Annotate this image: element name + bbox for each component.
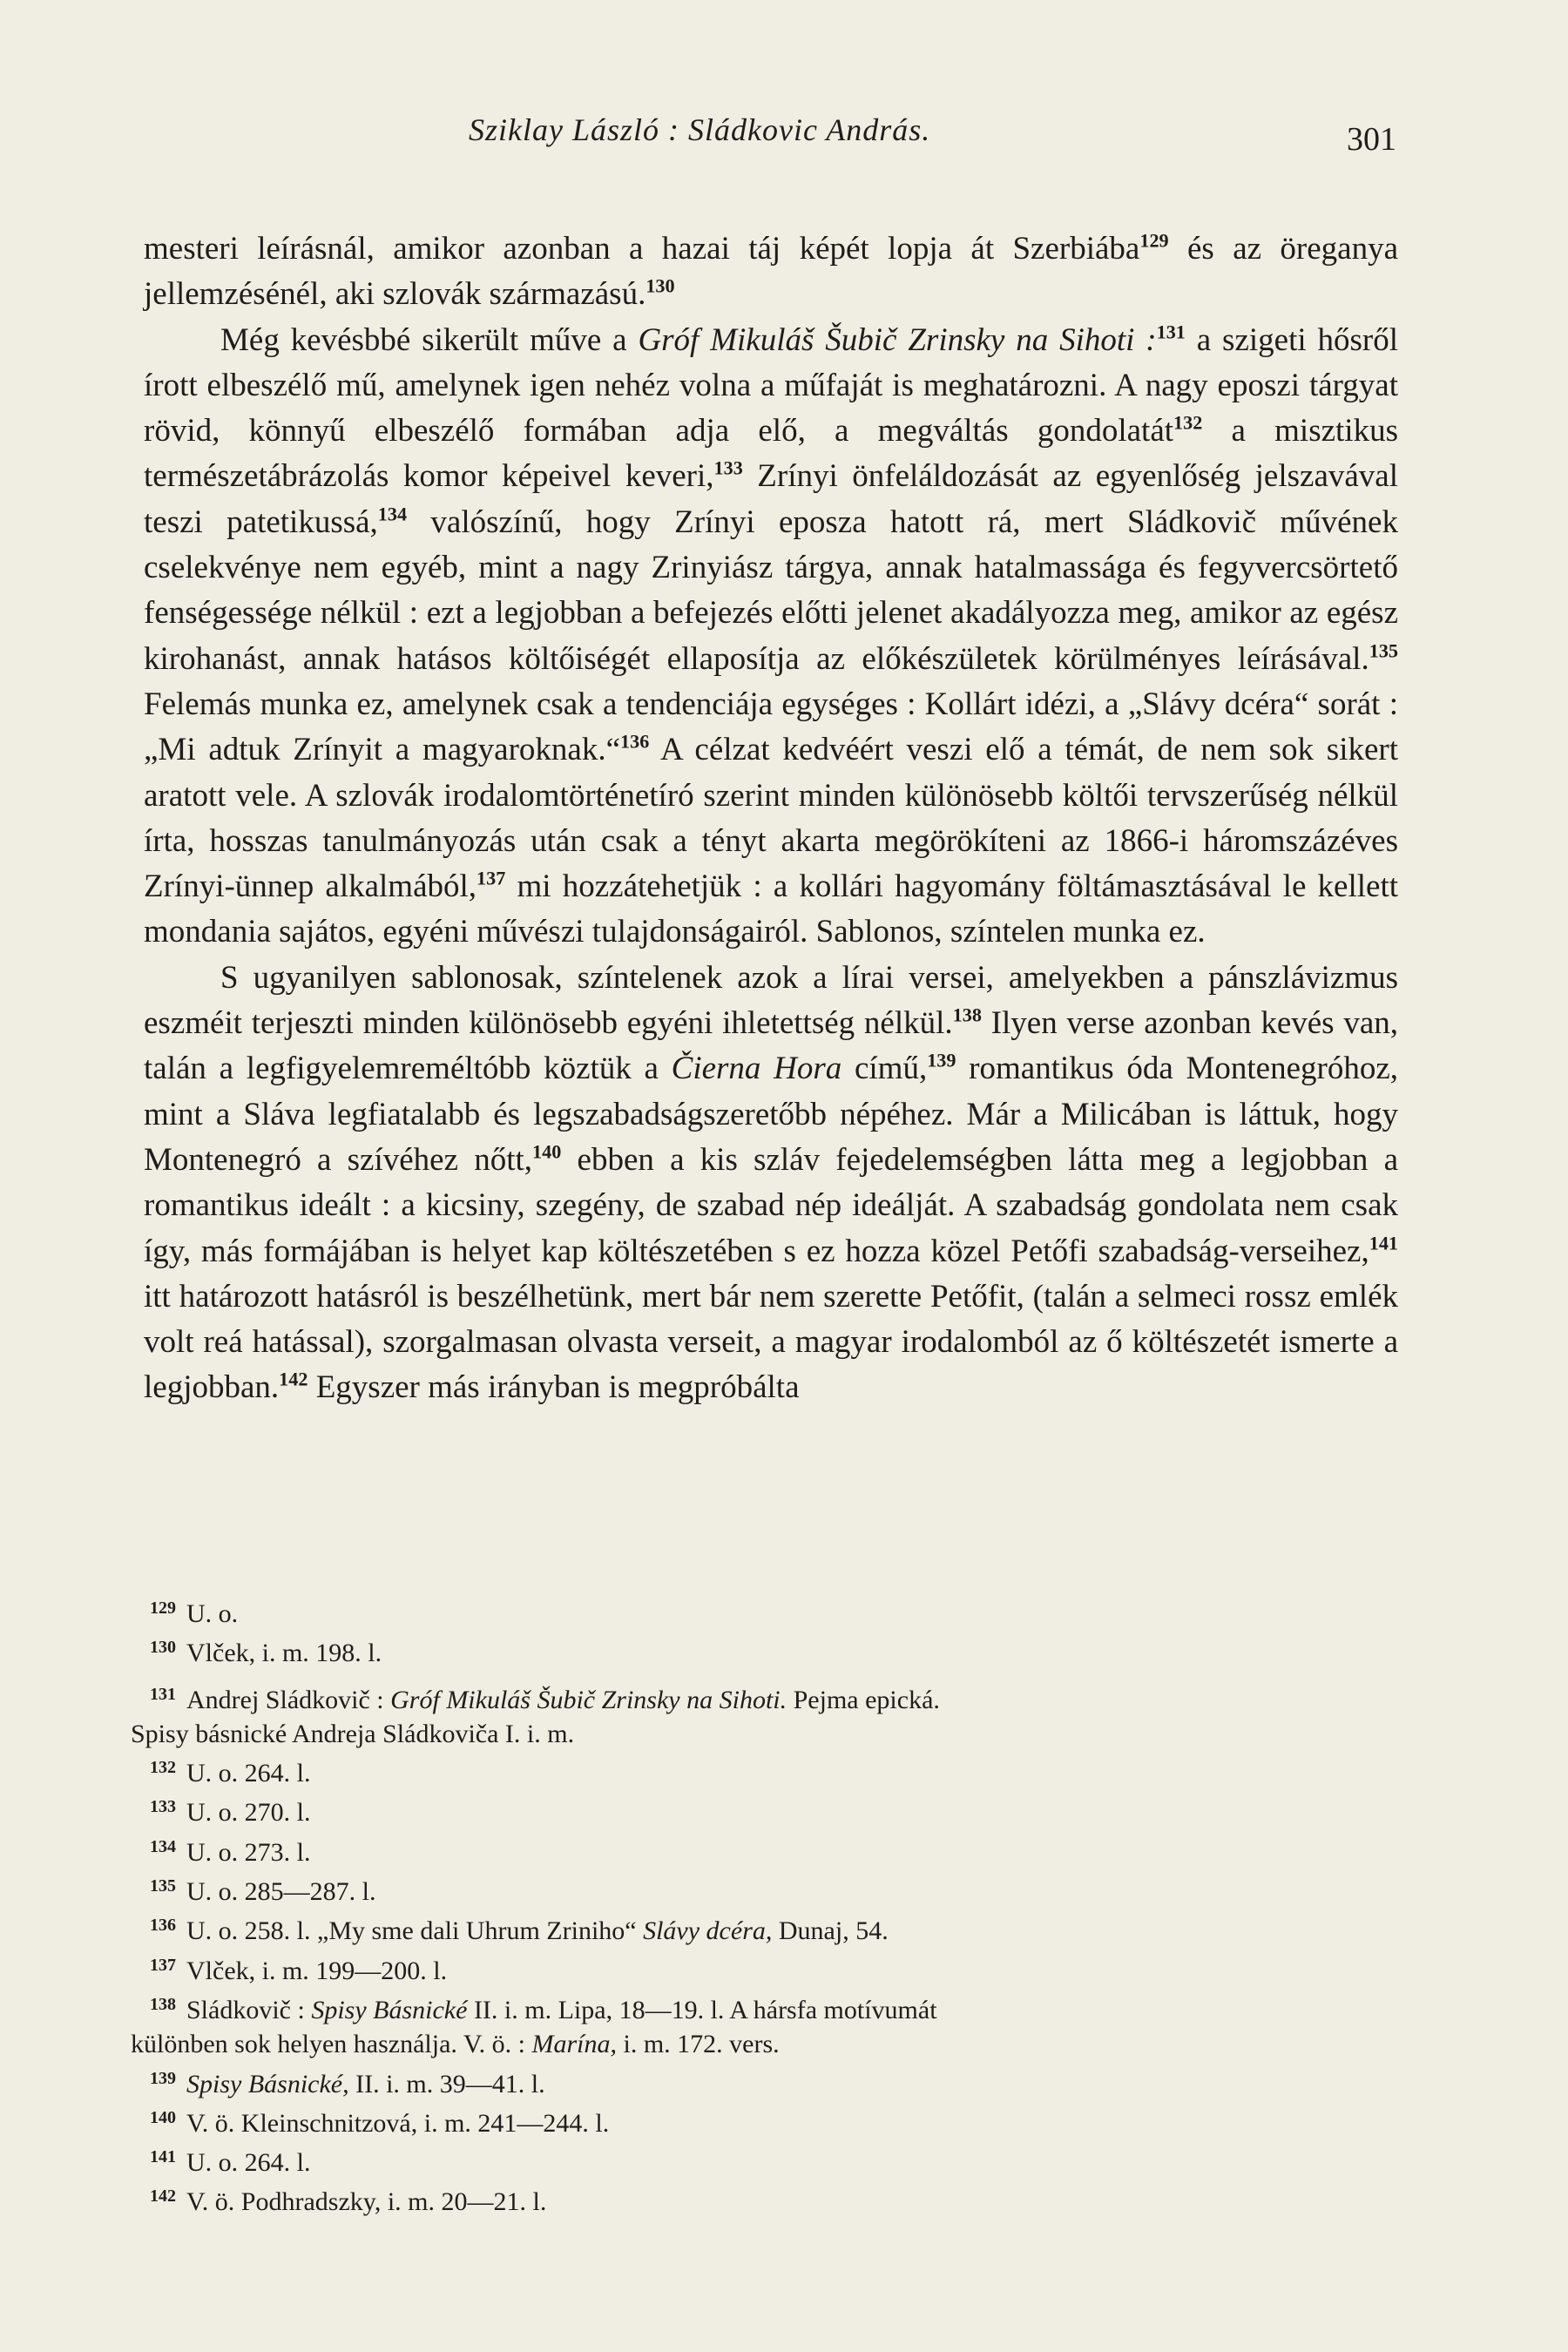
footnote-text: II. i. m. Lipa, 18—19. l. A hársfa motívumát [467, 1995, 937, 2024]
footnote-text: II. i. m. 39—41. l. [348, 2069, 545, 2099]
footnote-ref: 133 [713, 457, 743, 480]
footnote-number: 139 [150, 2068, 176, 2088]
footnote-text: Vlček, i. m. 199—200. l. [186, 1956, 448, 1985]
footnote-ref: 132 [1173, 411, 1203, 434]
page-number: 301 [1347, 121, 1396, 158]
footnote [131, 1830, 1398, 1869]
footnote-ref: 134 [377, 503, 408, 525]
footnote-text: Andrej Sládkovič : [186, 1685, 391, 1714]
footnote-text: U. o. 264. l. [186, 2148, 311, 2178]
paragraph [144, 956, 1398, 1411]
footnote-ref: 129 [1139, 229, 1169, 252]
footnote-text: Sládkovič : [186, 1995, 312, 2024]
footnote-ref: 141 [1369, 1232, 1398, 1254]
footnote-text: különben sok helyen használja. V. ö. : [131, 2030, 532, 2059]
footnote-text: U. o. 264. l. [186, 1759, 311, 1788]
footnote-title: Spisy Básnické, [186, 2069, 349, 2099]
footnote-text: V. ö. Kleinschnitzová, i. m. 241—244. l. [186, 2108, 610, 2138]
text-run: valószínű, hogy Zrínyi eposza hatott rá, mert Sládkovič művének cselekvénye nem egyéb, mint a nagy Zrinyiász tárgya, annak hatalmassága és fegyvercsörtető fenségessége nélkül : ezt a legjobban a befejezés előtti jelenet akadályozza meg, amikor az egész kirohanást, annak hatásos költőiségét ellaposítja az előkészületek körülményes leírásával. [144, 504, 1398, 677]
text-run: itt határozott hatásról is beszélhetünk, mert bár nem szerette Petőfit, (talán a selmeci rossz emlék volt reá hatással), szorgalmasan olvasta verseit, a magyar irodalomból az ő költészetét ismerte a legjobban. [144, 1278, 1398, 1406]
work-title: Čierna Hora [671, 1051, 842, 1087]
paragraph [144, 226, 1398, 318]
footnote-text: U. o. [186, 1599, 239, 1628]
footnote-text: Pejma epická. [787, 1685, 940, 1714]
text-run: a misztikus természetábrázolás komor képeivel keveri, [144, 413, 1398, 495]
footnote-number: 142 [150, 2186, 176, 2207]
footnotes [131, 1592, 1398, 2220]
footnote-number: 132 [150, 1758, 176, 1778]
footnote-number: 137 [150, 1955, 176, 1975]
body-text [144, 226, 1398, 1411]
text-run: Még kevésbbé sikerült műve a [220, 321, 639, 358]
footnote-number: 141 [150, 2147, 176, 2167]
footnote-ref: 131 [1156, 321, 1186, 343]
footnote-number: 129 [150, 1598, 176, 1618]
footnote [131, 2062, 1398, 2101]
footnote-continuation: Spisy básnické Andreja Sládkoviča I. i. m. [131, 1719, 575, 1748]
text-run: című, [841, 1051, 928, 1087]
footnote-ref: 137 [476, 867, 506, 889]
text-run: Ilyen verse azonban kevés van, talán a legfigyelemreméltóbb köztük a [144, 1005, 1398, 1087]
footnote-ref: 142 [279, 1369, 308, 1391]
footnote-ref: 135 [1369, 639, 1398, 662]
footnote [131, 1790, 1398, 1829]
footnote-number: 131 [150, 1684, 176, 1704]
footnote [131, 1751, 1398, 1790]
footnote-number: 135 [150, 1876, 176, 1896]
footnote [131, 1869, 1398, 1909]
footnote-title: Slávy dcéra, [643, 1916, 773, 1946]
footnote [131, 2180, 1398, 2219]
footnote-text: U. o. 285—287. l. [186, 1877, 376, 1907]
footnote-number: 136 [150, 1916, 176, 1936]
footnote [131, 1678, 1398, 1717]
text-run: Egyszer más irányban is megpróbálta [308, 1369, 800, 1406]
footnote-ref: 130 [645, 274, 675, 297]
footnote-title: Marína, [531, 2030, 617, 2059]
footnote-number: 134 [150, 1836, 176, 1856]
text-run: romantikus óda Montenegróhoz, mint a Sláva legfiatalabb és legszabadságszeretőbb népéhez. Már a Milicában is láttuk, hogy Montenegró a szívéhez nőtt, [144, 1051, 1399, 1178]
footnote [131, 2101, 1398, 2140]
footnote-text: Vlček, i. m. 198. l. [186, 1639, 382, 1668]
paragraph [144, 318, 1398, 956]
footnote-ref: 138 [952, 1004, 982, 1026]
text-run: ebben a kis szláv fejedelemségben látta meg a legjobban a romantikus ideált : a kicsiny, szegény, de szabad nép ideálját. A szabadság gondolata nem csak így, más formájában is helyet kap költészetében s ez hozza közel Petőfi szabadság-verseihez, [144, 1141, 1398, 1269]
text-run: Felemás munka ez, amelynek csak a tendenciája egységes : Kollárt idézi, a „Slávy dcéra“ sorát : „Mi adtuk Zrínyit a magyaroknak.“ [144, 686, 1398, 768]
text-run: S ugyanilyen sablonosak, színtelenek azok a lírai versei, amelyekben a pánszlávizmus eszméit terjeszti minden különösebb egyéni ihletettség nélkül. [144, 959, 1398, 1042]
footnote-title: Gróf Mikuláš Šubič Zrinsky na Sihoti. [390, 1685, 787, 1714]
footnote-ref: 136 [620, 730, 650, 753]
footnote [131, 1949, 1398, 1988]
text-run: és az öreganya jellemzésénél, aki szlovák származású. [144, 231, 1398, 313]
footnote-number: 130 [150, 1638, 176, 1658]
text-run: mesteri leírásnál, amikor azonban a hazai táj képét lopja át Szerbiába [144, 231, 1140, 267]
text-run: Zrínyi önfeláldozását az egyenlőség jelszavával teszi patetikussá, [144, 458, 1399, 540]
footnote-continuation [131, 2027, 1398, 2061]
footnote [131, 1592, 1398, 1631]
footnote-text: U. o. 270. l. [186, 1798, 311, 1828]
footnote-ref: 139 [927, 1050, 956, 1072]
text-run: a szigeti hősről írott elbeszélő mű, amelynek igen nehéz volna a műfaját is meghatározni. A nagy eposzi tárgyat rövid, könnyű elbeszélő formában adja elő, a megváltás gondolatát [144, 321, 1398, 449]
text-run: A célzat kedvéért veszi elő a témát, de nem sok sikert aratott vele. A szlovák irodalomtörténetíró szerint minden különösebb költői tervszerűség nélkül írta, hosszas tanulmányozás után csak a tényt akarta megörökíteni az 1866-i háromszázéves Zrínyi-ünnep alkalmából, [144, 732, 1399, 905]
footnote-text: U. o. 258. l. „My sme dali Uhrum Zriniho“ [186, 1916, 644, 1946]
footnote-number: 140 [150, 2107, 176, 2127]
text-run: mi hozzátehetjük : a kollári hagyomány föltámasztásával le kellett mondania sajátos, egyéni művészi tulajdonságairól. Sablonos, színtelen munka ez. [144, 868, 1398, 950]
page-header [146, 112, 1396, 164]
work-title: Gróf Mikuláš Šubič Zrinsky na Sihoti [638, 321, 1135, 358]
footnote-title: Spisy Básnické [311, 1995, 468, 2024]
footnote [131, 1988, 1398, 2027]
footnote-text: Dunaj, 54. [772, 1916, 889, 1946]
footnote [131, 1909, 1398, 1948]
running-head: Sziklay László : Sládkovic András. [469, 112, 931, 147]
footnote-number: 138 [150, 1994, 176, 2014]
footnote [131, 1631, 1398, 1670]
footnote-text: i. m. 172. vers. [617, 2030, 780, 2059]
text-run: : [1134, 321, 1157, 358]
footnote-text: U. o. 273. l. [186, 1837, 311, 1867]
footnote-ref: 140 [532, 1140, 562, 1163]
footnote-text: V. ö. Podhradszky, i. m. 20—21. l. [186, 2187, 547, 2217]
footnote [131, 2140, 1398, 2180]
footnote-number: 133 [150, 1797, 176, 1817]
